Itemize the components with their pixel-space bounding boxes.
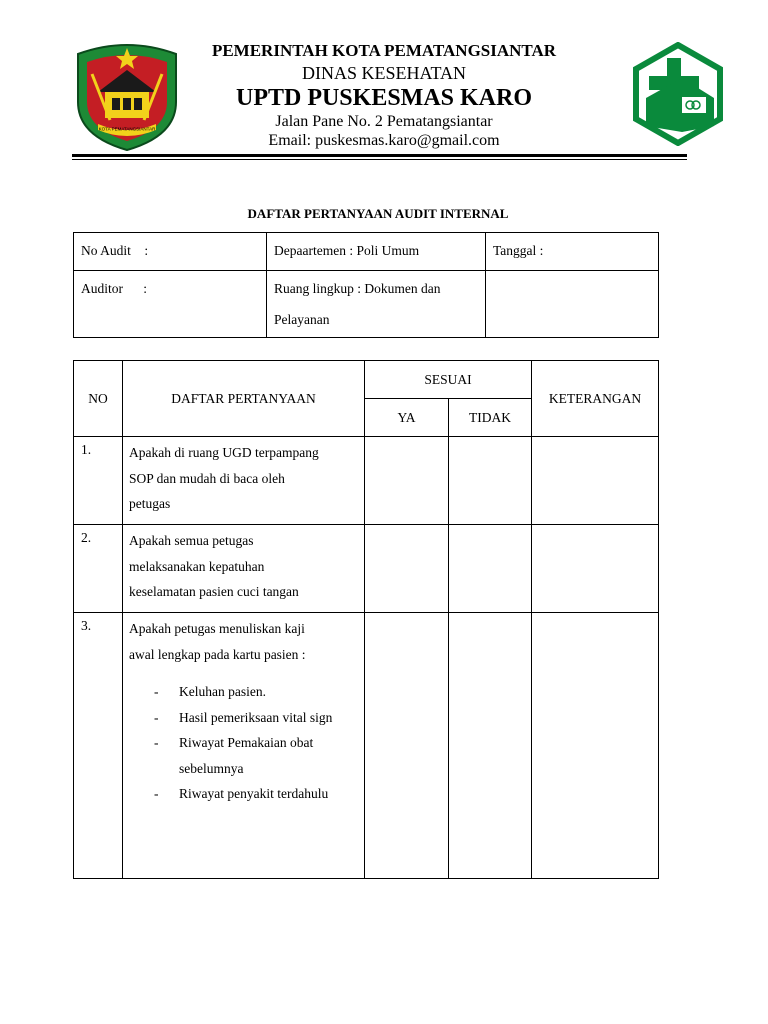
list-item-text: sebelumnya	[179, 760, 244, 776]
audit-info-table	[73, 232, 659, 338]
list-dash: -	[154, 735, 159, 750]
document-title: DAFTAR PERTANYAAN AUDIT INTERNAL	[247, 206, 509, 221]
auditor-cell: Auditor :	[74, 271, 267, 338]
list-item	[129, 781, 358, 807]
row-number: 1.	[74, 437, 123, 525]
list-dash: -	[154, 786, 159, 801]
question-cell	[123, 613, 365, 879]
header-tidak: TIDAK	[449, 399, 532, 437]
departemen-cell: Depaartemen : Poli Umum	[267, 233, 486, 271]
header-divider-thin	[72, 159, 687, 160]
list-dash: -	[154, 684, 159, 699]
tidak-cell[interactable]	[449, 613, 532, 879]
ya-cell[interactable]	[365, 525, 449, 613]
ruang-lingkup-line-1: Ruang lingkup : Dokumen dan	[274, 281, 441, 296]
header-no: NO	[74, 361, 123, 437]
table-row	[74, 613, 659, 879]
empty-info-cell	[486, 271, 659, 338]
header-ya: YA	[365, 399, 449, 437]
list-item-text: Keluhan pasien.	[179, 684, 266, 699]
question-line: melaksanakan kepatuhan	[129, 558, 265, 574]
question-cell	[123, 525, 365, 613]
keterangan-cell[interactable]	[532, 613, 659, 879]
tanggal-cell: Tanggal :	[486, 233, 659, 271]
question-line: Apakah petugas menuliskan kaji	[129, 621, 305, 636]
header-divider-thick	[72, 154, 687, 157]
header-organization-name: UPTD PUSKESMAS KARO	[235, 85, 533, 111]
ruang-lingkup-cell	[267, 271, 486, 338]
list-item-text: Riwayat penyakit terdahulu	[179, 786, 329, 801]
header-keterangan: KETERANGAN	[532, 361, 659, 437]
header-email: Email: puskesmas.karo@gmail.com	[268, 132, 500, 149]
header-address: Jalan Pane No. 2 Pematangsiantar	[275, 113, 493, 130]
header-department-line: DINAS KESEHATAN	[301, 63, 467, 83]
keterangan-cell[interactable]	[532, 437, 659, 525]
audit-question-table	[73, 360, 659, 879]
question-line: awal lengkap pada kartu pasien :	[129, 646, 306, 662]
emblem-banner-text: KOTA PEMATANGSIANTAR	[98, 126, 156, 132]
ya-cell[interactable]	[365, 437, 449, 525]
list-dash: -	[154, 709, 159, 725]
table-row	[74, 525, 659, 613]
question-line: Apakah semua petugas	[129, 533, 254, 548]
keterangan-cell[interactable]	[532, 525, 659, 613]
header-sesuai: SESUAI	[365, 361, 532, 399]
question-line: keselamatan pasien cuci tangan	[129, 584, 299, 599]
header-daftar-pertanyaan: DAFTAR PERTANYAAN	[123, 361, 365, 437]
table-row	[74, 437, 659, 525]
question-line: SOP dan mudah di baca oleh	[129, 470, 285, 486]
list-dash	[129, 756, 179, 782]
list-item	[129, 705, 358, 731]
header-government-line: PEMERINTAH KOTA PEMATANGSIANTAR	[211, 41, 557, 60]
ya-cell[interactable]	[365, 613, 449, 879]
no-audit-cell: No Audit :	[74, 233, 267, 271]
question-line: Apakah di ruang UGD terpampang	[129, 445, 319, 460]
list-item-text: Hasil pemeriksaan vital sign	[179, 709, 333, 725]
list-item	[129, 730, 358, 756]
tidak-cell[interactable]	[449, 437, 532, 525]
tidak-cell[interactable]	[449, 525, 532, 613]
ruang-lingkup-line-2: Pelayanan	[274, 312, 330, 327]
list-item	[129, 756, 358, 782]
question-cell	[123, 437, 365, 525]
list-item	[129, 679, 358, 705]
row-number: 2.	[74, 525, 123, 613]
list-item-text: Riwayat Pemakaian obat	[179, 735, 314, 750]
row-number: 3.	[74, 613, 123, 879]
question-line: petugas	[129, 496, 171, 511]
